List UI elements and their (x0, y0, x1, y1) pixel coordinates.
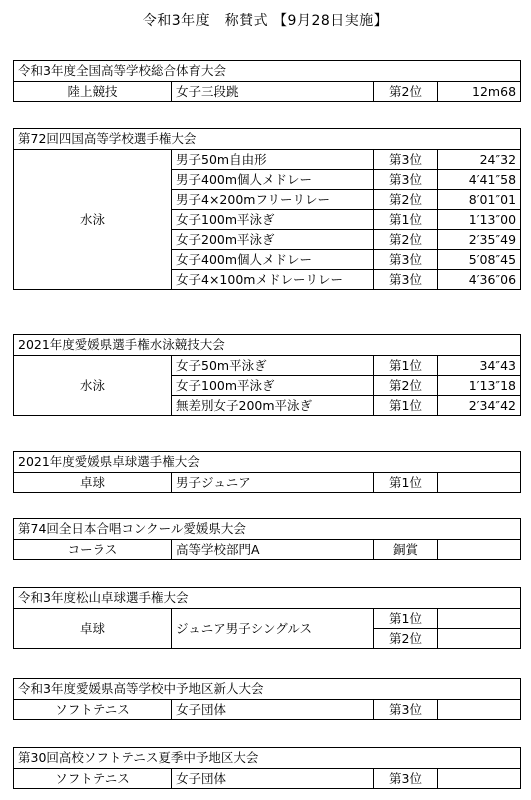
event-cell: 女子50m平泳ぎ (172, 356, 374, 376)
rank-cell: 第2位 (374, 190, 438, 210)
record-cell: 4′36″06 (438, 270, 521, 290)
record-cell: 8′01″01 (438, 190, 521, 210)
page-title: 令和3年度 称賛式 【9月28日実施】 (142, 13, 389, 29)
event-cell: 女子100m平泳ぎ (172, 210, 374, 230)
record-cell: 5′08″45 (438, 250, 521, 270)
event-cell: 男子4×200mフリーリレー (172, 190, 374, 210)
rank-cell: 第3位 (374, 170, 438, 190)
section-shikoku-swim (13, 128, 520, 290)
section-title: 令和3年度愛媛県高等学校中予地区新人大会 (14, 679, 521, 700)
event-cell: 女子4×100mメドレーリレー (172, 270, 374, 290)
record-cell: 1′13″00 (438, 210, 521, 230)
section-title: 2021年度愛媛県卓球選手権大会 (14, 452, 521, 473)
record-cell: 1′13″18 (438, 376, 521, 396)
event-cell: 女子400m個人メドレー (172, 250, 374, 270)
record-cell: 12m68 (438, 82, 521, 102)
rank-cell: 第3位 (374, 700, 438, 720)
section-ehime-swim (13, 334, 520, 416)
section-ehime-tabletennis (13, 451, 520, 493)
rank-cell: 第2位 (374, 82, 438, 102)
sport-cell: ソフトテニス (14, 769, 172, 789)
record-cell: 34″43 (438, 356, 521, 376)
rank-cell: 第3位 (374, 270, 438, 290)
rank-cell: 第3位 (374, 250, 438, 270)
section-title: 令和3年度全国高等学校総合体育大会 (14, 61, 521, 82)
sport-cell: 陸上競技 (14, 82, 172, 102)
section-inter-high (13, 60, 520, 102)
event-cell: 高等学校部門A (172, 540, 374, 560)
section-matsuyama-tabletennis (13, 587, 520, 649)
rank-cell: 銅賞 (374, 540, 438, 560)
event-cell: 女子団体 (172, 769, 374, 789)
rank-cell: 第2位 (374, 230, 438, 250)
event-cell: 男子50m自由形 (172, 150, 374, 170)
results-table (13, 60, 521, 102)
rank-cell: 第2位 (374, 376, 438, 396)
rank-cell: 第1位 (374, 396, 438, 416)
section-chorus (13, 518, 520, 560)
event-cell: ジュニア男子シングルス (172, 609, 374, 649)
rank-cell: 第3位 (374, 769, 438, 789)
sport-cell: コーラス (14, 540, 172, 560)
event-cell: 女子三段跳 (172, 82, 374, 102)
sport-cell: ソフトテニス (14, 700, 172, 720)
sport-cell: 卓球 (14, 473, 172, 493)
record-cell (438, 629, 521, 649)
record-cell: 2′34″42 (438, 396, 521, 416)
section-title: 第30回高校ソフトテニス夏季中予地区大会 (14, 748, 521, 769)
event-cell: 男子ジュニア (172, 473, 374, 493)
results-table (13, 128, 521, 290)
record-cell: 2′35″49 (438, 230, 521, 250)
sport-cell: 卓球 (14, 609, 172, 649)
event-cell: 無差別女子200m平泳ぎ (172, 396, 374, 416)
sport-cell: 水泳 (14, 150, 172, 290)
record-cell (438, 540, 521, 560)
event-cell: 男子400m個人メドレー (172, 170, 374, 190)
record-cell (438, 609, 521, 629)
event-cell: 女子団体 (172, 700, 374, 720)
section-soft-tennis-summer (13, 747, 520, 789)
record-cell (438, 473, 521, 493)
results-table (13, 678, 521, 720)
rank-cell: 第1位 (374, 210, 438, 230)
rank-cell: 第3位 (374, 150, 438, 170)
rank-cell: 第1位 (374, 473, 438, 493)
record-cell: 4′41″58 (438, 170, 521, 190)
section-title: 令和3年度松山卓球選手権大会 (14, 588, 521, 609)
sport-cell: 水泳 (14, 356, 172, 416)
rank-cell: 第1位 (374, 609, 438, 629)
record-cell (438, 700, 521, 720)
record-cell (438, 769, 521, 789)
section-title: 2021年度愛媛県選手権水泳競技大会 (14, 335, 521, 356)
section-title: 第74回全日本合唱コンクール愛媛県大会 (14, 519, 521, 540)
section-chuyo-rookie (13, 678, 520, 720)
event-cell: 女子200m平泳ぎ (172, 230, 374, 250)
results-table (13, 587, 521, 649)
event-cell: 女子100m平泳ぎ (172, 376, 374, 396)
results-table (13, 334, 521, 416)
rank-cell: 第2位 (374, 629, 438, 649)
results-table (13, 747, 521, 789)
results-table (13, 518, 521, 560)
results-table (13, 451, 521, 493)
section-title: 第72回四国高等学校選手権大会 (14, 129, 521, 150)
record-cell: 24″32 (438, 150, 521, 170)
rank-cell: 第1位 (374, 356, 438, 376)
